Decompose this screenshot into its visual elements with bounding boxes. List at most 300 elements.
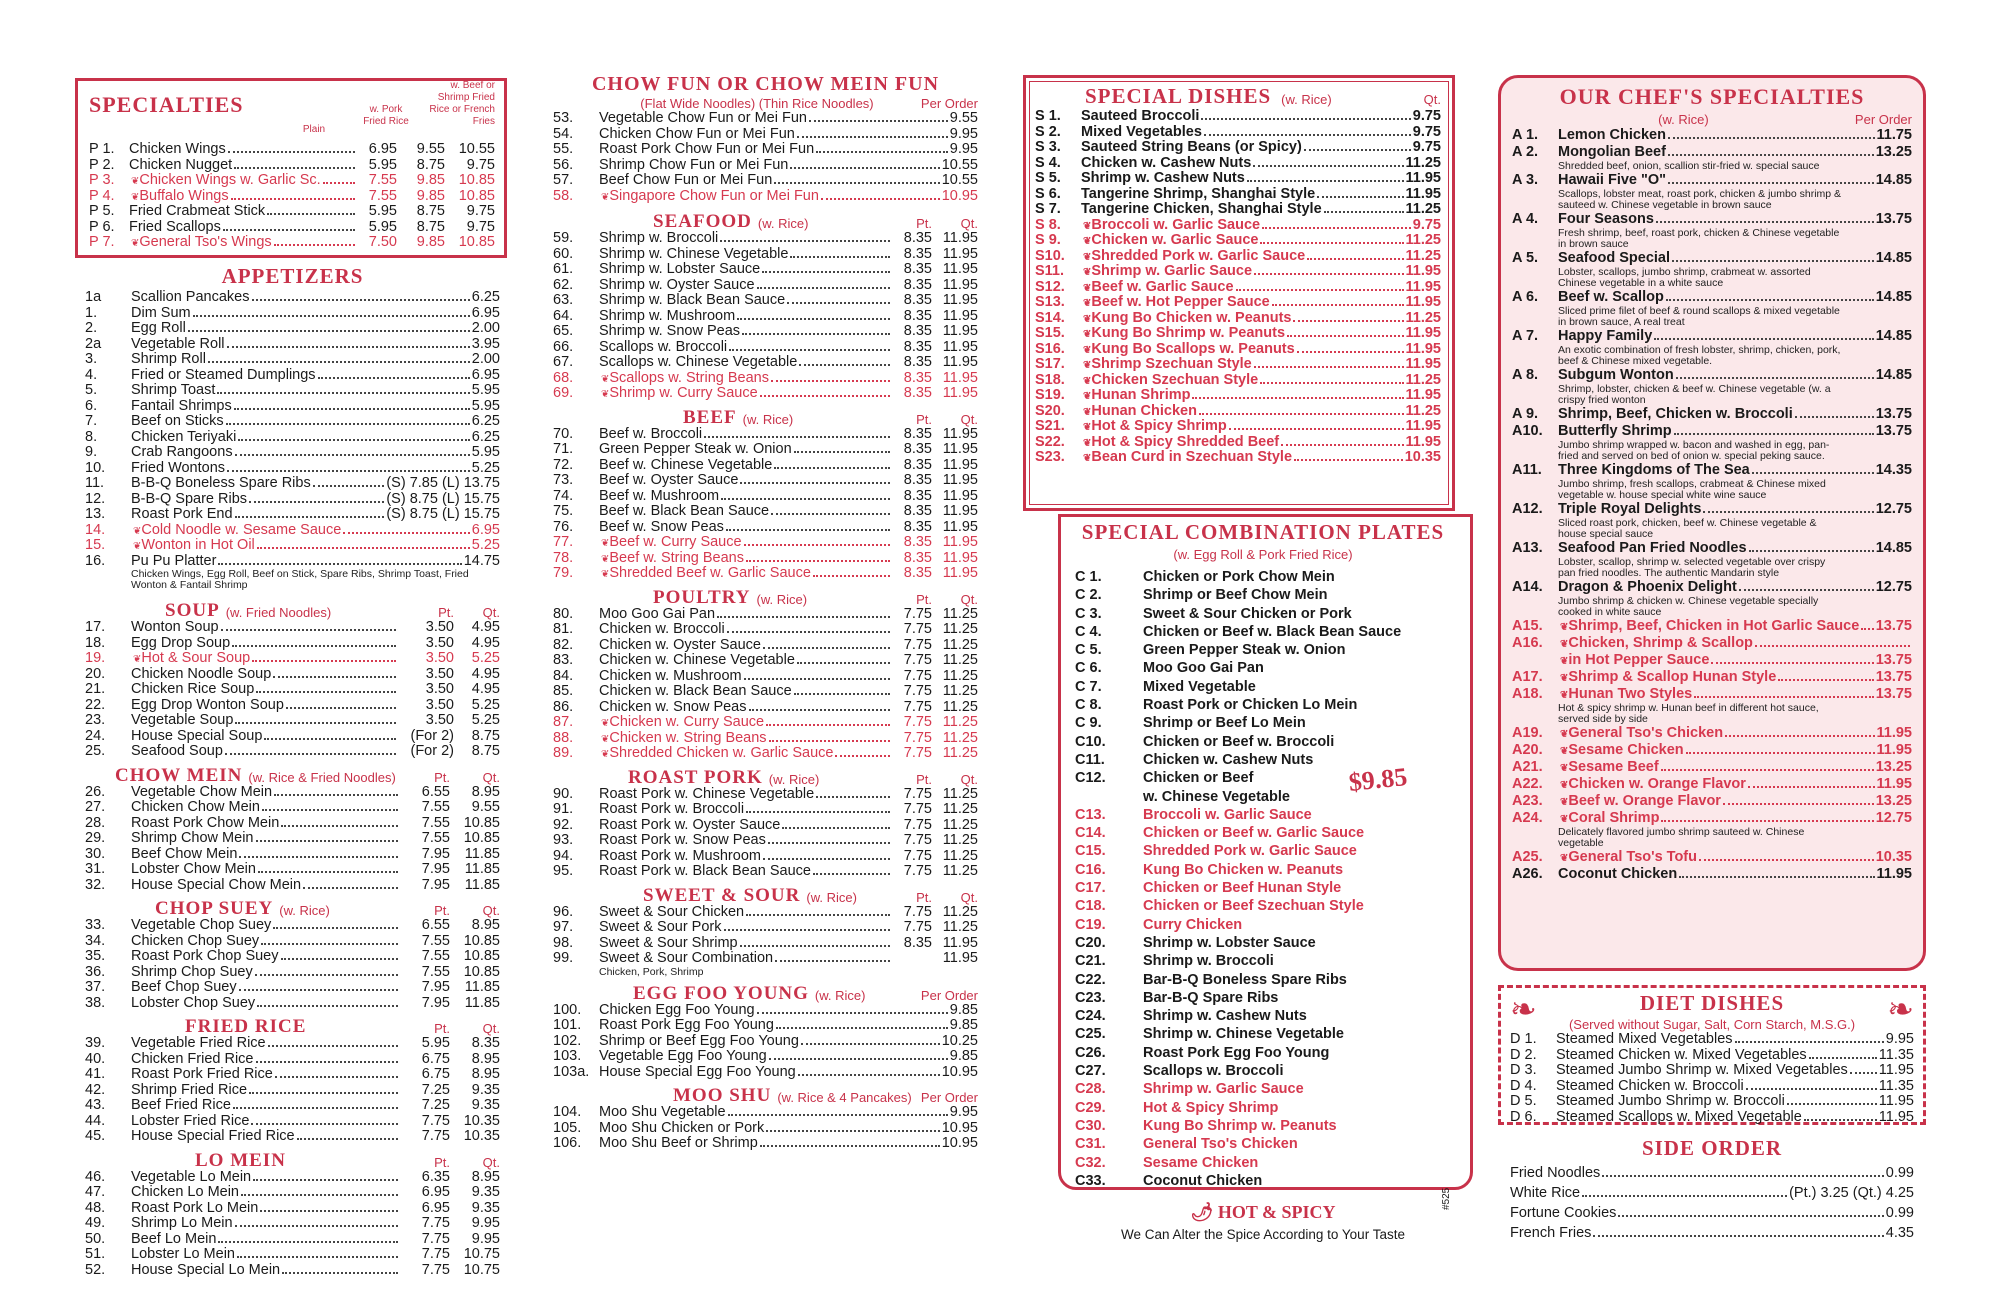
menu-item-row (1510, 1063, 1914, 1079)
item-name: Fortune Cookies (1510, 1205, 1617, 1221)
menu-item-row (85, 847, 500, 863)
item-code: C 7. (1075, 678, 1102, 695)
menu-item-row (1512, 759, 1912, 776)
hot-pepper-icon: ❦ (1083, 391, 1092, 402)
item-code: C 4. (1075, 623, 1102, 640)
item-name: Green Pepper Steak w. Onion (599, 441, 792, 457)
item-code: S19. (1035, 387, 1065, 403)
item-code: 26. (85, 783, 106, 800)
menu-item-row (1510, 1163, 1914, 1183)
price-pint: 3.50 (425, 712, 454, 728)
menu-item-row (1035, 295, 1441, 311)
item-name: Shrimp w. Lobster Sauce (599, 261, 761, 277)
dot-leader (769, 1058, 948, 1060)
menu-item-row (85, 383, 500, 399)
menu-item-row (1510, 1032, 1914, 1048)
soup-pt-header: Pt. (438, 605, 454, 620)
item-code: C 2. (1075, 587, 1102, 604)
price-pint: 8.35 (903, 338, 932, 355)
dot-leader (232, 645, 396, 647)
roast_pork-header (553, 768, 978, 787)
item-name: Beef Fried Rice (131, 1097, 231, 1113)
dot-leader (771, 380, 890, 382)
menu-item-row (1512, 725, 1912, 742)
price-pint: 7.75 (903, 652, 932, 668)
dot-leader (318, 377, 470, 379)
dot-leader (218, 563, 461, 565)
menu-item-row (85, 538, 500, 554)
dot-leader (252, 299, 470, 301)
price-pork-fried-rice: 9.85 (416, 187, 445, 204)
price-quart: 8.95 (471, 783, 500, 800)
hot-pepper-icon: ❦ (1083, 267, 1092, 278)
item-code: A22. (1512, 776, 1543, 792)
item-name: Shrimp, Beef, Chicken in Hot Garlic Sauce (1568, 618, 1860, 634)
price-plain: 7.55 (368, 172, 397, 188)
item-name: Hot & Sour Soup (141, 650, 251, 666)
menu-item-row (553, 638, 978, 654)
dot-leader (1676, 377, 1874, 379)
price-pork-fried-rice: 9.85 (416, 172, 445, 188)
item-code: S 2. (1035, 123, 1061, 140)
chow-fun-section (553, 74, 978, 204)
menu-item-row (1035, 311, 1441, 327)
dot-leader (790, 167, 939, 169)
item-code: 104. (553, 1104, 582, 1120)
item-code: C31. (1075, 1136, 1106, 1153)
item-name: Shrimp w. Cashew Nuts (1143, 1008, 1307, 1025)
menu-item-row (1035, 264, 1441, 280)
chef-per-order: Per Order (1854, 112, 1912, 127)
price-pint: 7.75 (903, 714, 932, 730)
hot-pepper-icon: ❦ (1083, 453, 1092, 464)
menu-item-row (553, 504, 978, 520)
roast_pork-note: (w. Rice) (768, 771, 820, 787)
menu-item-row (1035, 342, 1441, 358)
item-name: Cold Noodle w. Sesame Sauce (141, 521, 342, 538)
item-name: Chicken or Pork Chow Mein (1143, 569, 1335, 585)
dot-leader (1694, 696, 1874, 698)
menu-item-row (1035, 357, 1441, 373)
dot-leader (1247, 180, 1404, 182)
price-pint: 7.75 (903, 801, 932, 817)
special-dishes-qt: Qt. (1423, 92, 1441, 107)
price-quart: 11.25 (942, 683, 978, 699)
item-price: 14.85 (1875, 289, 1912, 305)
egg_foo_young-title: EGG FOO YOUNG (633, 982, 809, 1004)
item-name: Chicken Wings (129, 141, 226, 157)
menu-item-row (85, 1170, 500, 1186)
dot-leader (1668, 154, 1874, 156)
dot-leader (231, 198, 355, 200)
dot-leader (794, 451, 890, 453)
price-quart: 9.95 (471, 1230, 500, 1247)
item-name: Roast Pork w. Mushroom (599, 847, 761, 864)
dot-leader (717, 616, 890, 618)
price-quart: 11.95 (942, 518, 978, 535)
dot-leader (1861, 628, 1873, 630)
menu-item-row (1035, 140, 1441, 156)
lo_mein-title: LO MEIN (195, 1149, 286, 1171)
item-code: 98. (553, 934, 574, 951)
dot-leader (762, 271, 890, 273)
item-code: 58. (553, 187, 574, 204)
menu-item-row (553, 1018, 978, 1034)
menu-item-row (85, 965, 500, 981)
price-pint: 3.50 (425, 650, 454, 666)
price-pint: 8.35 (903, 276, 932, 293)
dot-leader (740, 482, 890, 484)
sweet_sour-pt-header: Pt. (916, 889, 932, 905)
price-plain: 7.55 (368, 187, 397, 204)
item-name: Moo Shu Chicken or Pork (599, 1119, 765, 1136)
item-code: 24. (85, 727, 106, 744)
item-name: Roast Pork Chop Suey (131, 948, 279, 964)
item-price: 0.99 (1885, 1165, 1914, 1181)
chop_suey-title: CHOP SUEY (155, 898, 274, 919)
sweet-sour-section (553, 886, 978, 978)
price-pint: 6.95 (421, 1199, 450, 1216)
item-desc: Shredded beef, onion, scallion stir-fried w. special sauce (1558, 160, 1820, 172)
item-price: 12.75 (1875, 501, 1912, 517)
menu-item-row (1512, 423, 1912, 440)
dot-leader (235, 516, 385, 518)
hot-pepper-icon: ❦ (1560, 814, 1569, 825)
item-price: 11.95 (1876, 742, 1912, 758)
item-code: A19. (1512, 725, 1543, 741)
item-name: Moo Goo Gai Pan (599, 605, 716, 622)
item-price: 9.75 (1412, 139, 1441, 155)
dot-leader (228, 151, 355, 153)
item-code: S 4. (1035, 154, 1061, 171)
dot-leader (261, 943, 398, 945)
menu-item-row (85, 306, 500, 322)
item-name: Sauteed Broccoli (1081, 108, 1200, 124)
item-code: C 6. (1075, 660, 1102, 677)
dot-leader (809, 120, 948, 122)
menu-item-row (85, 1083, 500, 1099)
item-name: Wonton in Hot Oil (141, 537, 255, 553)
dot-leader (1850, 1072, 1877, 1074)
diet-section (1510, 993, 1914, 1125)
dot-leader (1686, 752, 1875, 754)
dot-leader (1711, 662, 1873, 664)
item-name: Beef w. Orange Flavor (1568, 793, 1721, 809)
dot-leader (260, 1210, 398, 1212)
item-price: 11.95 (1876, 725, 1912, 741)
item-name: Hunan Shrimp (1091, 387, 1191, 403)
seafood-title: SEAFOOD (653, 211, 752, 232)
dot-leader (1260, 242, 1403, 244)
item-name: Chicken or Beef Hunan Style (1143, 880, 1342, 897)
menu-item-row (1035, 202, 1441, 218)
price-pint: 7.75 (903, 847, 932, 864)
combo-item-row (1075, 861, 1463, 879)
price-quart: 11.25 (942, 698, 978, 715)
item-code: 103a. (553, 1063, 590, 1080)
dot-leader (1654, 338, 1873, 340)
item-price: 13.75 (1875, 618, 1912, 634)
item-name: Happy Family (1558, 328, 1653, 344)
price-quart: 11.95 (942, 261, 978, 277)
item-code: A14. (1512, 579, 1543, 595)
item-name: Beef w. Broccoli (599, 425, 703, 442)
item-price: 14.75 (463, 552, 500, 569)
item-code: 30. (85, 845, 106, 862)
menu-item-row (1035, 233, 1441, 249)
price-quart: 10.85 (463, 932, 500, 949)
item-code: C 5. (1075, 642, 1102, 659)
item-code: 75. (553, 503, 574, 519)
item-price: 11.25 (1405, 154, 1441, 171)
price-pint: 7.25 (421, 1081, 450, 1098)
price-quart: 11.95 (942, 276, 978, 293)
item-name: Shrimp Fried Rice (131, 1081, 248, 1098)
item-name: Beef w. Curry Sauce (609, 534, 742, 550)
dot-leader (313, 485, 385, 487)
fried-rice-section (85, 1017, 500, 1145)
price-pint: 7.75 (421, 1215, 450, 1231)
dot-leader (1260, 382, 1403, 384)
item-name: Pu Pu Platter (131, 552, 217, 569)
menu-item-row (1512, 172, 1912, 189)
poultry-header (553, 588, 978, 607)
menu-item-row (85, 1263, 500, 1279)
hot-pepper-icon: ❦ (1560, 763, 1569, 774)
item-name: Shrimp Chop Suey (131, 963, 253, 980)
menu-item-row (553, 746, 978, 762)
combo-list (1063, 568, 1463, 1190)
price-pint: 7.95 (421, 861, 450, 877)
price-pint: 7.75 (903, 621, 932, 637)
menu-item-row (553, 684, 978, 700)
price-quart: 11.95 (942, 354, 978, 370)
price-pint: 7.75 (903, 745, 932, 761)
hot-pepper-icon: ❦ (1083, 329, 1092, 340)
item-name: Shrimp w. Garlic Sauce (1143, 1081, 1304, 1098)
item-code: 77. (553, 534, 574, 550)
price-quart: 11.95 (942, 323, 978, 339)
chow_mein-header (85, 766, 500, 785)
item-name: Steamed Jumbo Shrimp w. Broccoli (1556, 1093, 1785, 1109)
price-quart: 11.25 (942, 863, 978, 879)
price-pint: 7.75 (903, 816, 932, 833)
item-code: 100. (553, 1001, 582, 1018)
item-code: A 7. (1512, 328, 1539, 344)
menu-item-row (553, 551, 978, 567)
item-name: Chicken Lo Mein (131, 1184, 239, 1200)
price-pint: 7.75 (903, 698, 932, 715)
dot-leader (1703, 511, 1873, 513)
menu-item-row (85, 461, 500, 477)
item-price: 9.75 (1412, 108, 1441, 124)
dot-leader (1804, 1119, 1877, 1121)
item-code: 25. (85, 743, 106, 759)
beef-title: BEEF (683, 406, 737, 428)
price-pint: 7.75 (421, 1128, 450, 1144)
item-code: S16. (1035, 340, 1065, 357)
item-price: 11.95 (1405, 170, 1441, 186)
combo-item-row (1075, 1044, 1463, 1062)
chef-note: (w. Rice) (1658, 112, 1709, 127)
price-quart: 11.25 (942, 847, 978, 864)
menu-item-row (85, 682, 500, 698)
item-name: Chicken Nugget (129, 156, 233, 173)
price-quart: 11.95 (942, 292, 978, 308)
dot-leader (253, 1179, 398, 1181)
side-order-list (1510, 1163, 1914, 1243)
item-name: Tangerine Shrimp, Shanghai Style (1081, 185, 1316, 202)
dot-leader (1602, 1175, 1884, 1177)
menu-item-row (553, 173, 978, 189)
price-beef-fried-rice: 10.85 (458, 187, 495, 204)
item-code: 39. (85, 1035, 106, 1051)
menu-item-row (85, 713, 500, 729)
item-price: 13.75 (1875, 686, 1912, 702)
price-pint: 8.35 (903, 425, 932, 442)
dot-leader (227, 346, 470, 348)
item-name: Scallops w. Broccoli (599, 338, 728, 355)
price-plain: 6.95 (368, 141, 397, 157)
menu-item-row (85, 1114, 500, 1130)
item-name: Chicken Fried Rice (131, 1050, 254, 1067)
price-quart: 8.75 (471, 727, 500, 744)
hot-pepper-icon: ❦ (1083, 375, 1092, 387)
item-name: Lobster Chow Mein (131, 861, 256, 877)
item-name: White Rice (1510, 1185, 1581, 1201)
dot-leader (1618, 1215, 1883, 1217)
hot-pepper-icon: ❦ (1560, 639, 1569, 650)
item-name: Hot & Spicy Shrimp (1143, 1099, 1279, 1116)
roast-pork-section (553, 768, 978, 880)
item-name: Dim Sum (131, 304, 191, 321)
price-quart: 11.95 (942, 385, 978, 401)
item-code: 57. (553, 172, 574, 188)
item-price: 11.95 (1876, 866, 1912, 882)
soup-header (85, 601, 500, 620)
dot-leader (794, 693, 890, 695)
dot-leader (1735, 1041, 1884, 1043)
menu-item-row (1035, 109, 1441, 125)
dot-leader (193, 315, 470, 317)
item-code: S13. (1035, 294, 1065, 310)
hot-pepper-icon: ❦ (1560, 780, 1569, 791)
dot-leader (251, 1123, 398, 1125)
item-code: A24. (1512, 810, 1543, 826)
dot-leader (737, 318, 890, 320)
dot-leader (1739, 589, 1874, 591)
item-code: 32. (85, 876, 106, 893)
dot-leader (704, 436, 890, 438)
item-code: 86. (553, 698, 574, 715)
price-pint: 8.35 (903, 934, 932, 951)
price-quart: 9.35 (471, 1081, 500, 1098)
sweet_sour-title: SWEET & SOUR (643, 884, 801, 906)
item-price: 11.95 (1405, 185, 1441, 202)
item-code: A12. (1512, 501, 1543, 517)
item-code: 47. (85, 1184, 106, 1200)
item-name: Kung Bo Shrimp w. Peanuts (1143, 1117, 1337, 1134)
item-code: D 6. (1510, 1108, 1537, 1125)
item-code: 80. (553, 605, 574, 622)
dot-leader (813, 873, 890, 875)
hot-pepper-icon: ❦ (1083, 313, 1092, 325)
dot-leader (801, 1043, 940, 1045)
chow-fun-note: (Flat Wide Noodles) (Thin Rice Noodles) (640, 96, 874, 111)
item-name: Roast Pork End (131, 506, 233, 522)
item-name: Shrimp w. Snow Peas (599, 323, 741, 339)
hot-pepper-icon: ❦ (1083, 360, 1092, 371)
menu-item-row (85, 831, 500, 847)
menu-item-row (1512, 501, 1912, 518)
item-name: Shrimp or Beef Chow Mein (1143, 587, 1328, 604)
dot-leader (749, 709, 891, 711)
menu-item-row (1512, 144, 1912, 161)
moo_shu-per-order: Per Order (920, 1090, 978, 1105)
dot-leader (1281, 444, 1403, 446)
item-price: (Pt.) 3.25 (Qt.) 4.25 (1789, 1185, 1914, 1201)
price-pint: 7.75 (903, 919, 932, 935)
item-name: Shrimp or Beef Egg Foo Young (599, 1032, 799, 1049)
price-pint: 8.35 (903, 230, 932, 246)
item-name: Shrimp w. Garlic Sauce (1091, 263, 1253, 279)
item-code: 49. (85, 1215, 106, 1231)
item-name: Steamed Jumbo Shrimp w. Mixed Vegetables (1556, 1062, 1848, 1078)
item-name: Beef Chop Suey (131, 979, 237, 995)
dot-leader (790, 256, 890, 258)
item-code: 85. (553, 683, 574, 699)
item-price: 10.35 (1404, 449, 1441, 465)
menu-item-row (85, 476, 500, 492)
menu-item-row (553, 607, 978, 623)
item-code: 3. (85, 351, 98, 367)
item-code: A 8. (1512, 367, 1539, 383)
dot-leader (757, 287, 890, 289)
item-price: 11.75 (1876, 127, 1912, 143)
price-quart: 11.25 (942, 801, 978, 817)
chow_mein-qt-header: Qt. (482, 769, 500, 785)
dot-leader (1254, 366, 1404, 368)
item-code: 10. (85, 459, 106, 476)
dot-leader (1204, 134, 1411, 136)
item-code: 50. (85, 1230, 106, 1247)
item-price: 9.95 (1885, 1031, 1914, 1047)
dot-leader (239, 989, 398, 991)
item-name: Sweet & Sour Pork (599, 919, 722, 935)
fried_rice-pt-header: Pt. (434, 1021, 450, 1036)
price-pint: 3.50 (425, 681, 454, 697)
price-quart: 11.95 (942, 338, 978, 355)
item-price: 13.25 (1875, 793, 1912, 809)
dot-leader (1679, 876, 1874, 878)
lo_mein-header (85, 1151, 500, 1170)
item-code: 73. (553, 472, 574, 488)
dot-leader (726, 529, 890, 531)
price-quart: 8.95 (471, 1050, 500, 1067)
item-name: Chicken Szechuan Style (1091, 371, 1259, 388)
price-quart: 5.25 (471, 712, 500, 728)
price-pint: 8.35 (903, 534, 932, 550)
item-desc: Shrimp, lobster, chicken & beef w. Chinese vegetable (w. a crispy fried wonton (1558, 383, 1831, 406)
item-code: A 4. (1512, 211, 1539, 227)
price-quart: 11.95 (942, 950, 978, 966)
item-name: Triple Royal Delights (1558, 501, 1702, 517)
item-name: Lobster Chop Suey (131, 994, 256, 1011)
item-code: 76. (553, 518, 574, 535)
item-name: General Tso's Wings (139, 234, 272, 250)
menu-item-row (1035, 187, 1441, 203)
item-code: 64. (553, 307, 574, 324)
